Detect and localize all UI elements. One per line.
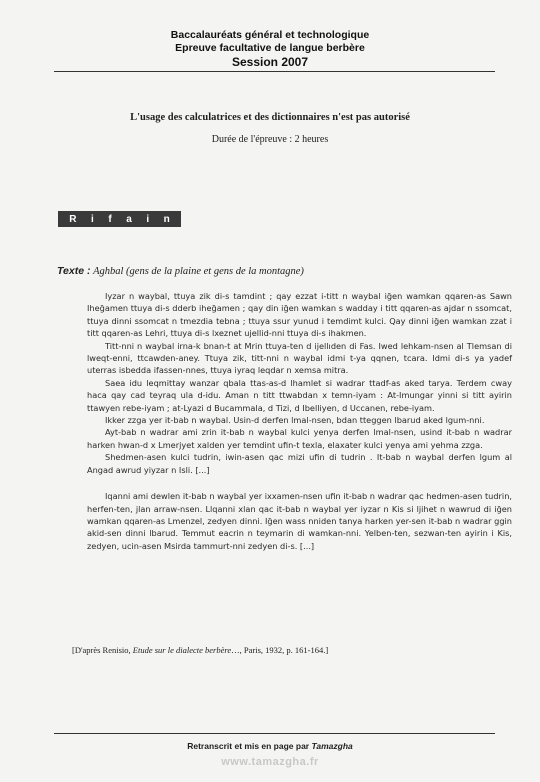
header-line-2: Epreuve facultative de langue berbère [175, 42, 365, 54]
bottom-divider [54, 733, 495, 734]
paragraph: Saea idu leqmittay wanzar qbala ttas-as-d lhamlet si wadrar ttadf-as aked tarya. Terdem cway haca qay cad teyraq ula d-idu. Aman n titt ttwabdan x temn-iyam : At-Imungar yinni si titt ayirin ttawyen rebe-iyam ; at-Lyazi d Bucammala, d Tizi, d Ibelliyen, d Uccanen, rebe-iyam. [87, 377, 512, 413]
text-body [87, 290, 512, 552]
paragraph: Iyzar n waybal, ttuya zik di-s tamdint ; qay ezzat i-titt n waybal iḡen wamkan qqaren-as Sawn Iheḡamen ttuya di-s dderb iheḡamen ; qay din iḡen wamkan s wadday i titt qqaren-as ajdar n ssomcat, ttuya dinni ssomcat n tmezdia tebna ; ttuya ssur yunud i temdimt kulci. Qay dinni iḡen wamkan zzat i titt qqaren-as Lehri, ttuya di-s lxeznet ujellid-nni ttuya di-s ihakmen. [87, 291, 512, 339]
text-title: Aghbal (gens de la plaine et gens de la montagne) [93, 266, 304, 277]
paragraph: Titt-nni n waybal irna-k bnan-t at Mrin ttuya-ten d ijellıden di Fas. Iwed lehkam-nsen al Tlemsan di lweqt-enni, ttcawden-aney. Ttuya zik, titt-nni n waybal idmi t-ya qqnen, tcara. Idmi di-s ya yadef uterras isbedda ifassen-nnes, ttuya iyraq leqdar n xemsa mitra. [87, 340, 512, 376]
header-line-1: Baccalauréats général et technologique [170, 29, 370, 41]
exam-duration: Durée de l'épreuve : 2 heures [211, 134, 329, 145]
paragraph: Shedmen-asen kulci tudrin, iwin-asen qac mizi ufin di tudrin . It-bab n waybal derfen lgum al Angad awrud yiyzar n Isli. [...] [87, 452, 512, 475]
badge-letter: R [69, 213, 77, 225]
badge-letter: f [108, 213, 112, 225]
source-prefix: [D'après Renisio, [72, 645, 133, 655]
footer-credit [0, 741, 540, 751]
footer-brand: Tamazgha [311, 741, 353, 751]
language-badge [58, 211, 181, 227]
text-label: Texte : [57, 265, 91, 277]
paragraph: Ayt-bab n wadrar ami zrin it-bab n waybal kulci yenya derfen lmal-nsen, usind it-bab n wadrar harken hwan-d x Lmerjyet xalden yer temdint ufin-t texla, elaxater kulci yenya ami yehma zzga. [87, 427, 512, 450]
source-citation [72, 645, 328, 655]
badge-letter: n [163, 213, 170, 225]
paragraph: Ikker zzga yer it-bab n waybal. Usin-d derfen lmal-nsen, bdan tteggen lbarud aked lgum-nni. [105, 415, 485, 426]
footer-url: www.tamazgha.fr [221, 756, 319, 768]
paragraph: Iqanni ami dewlen it-bab n waybal yer ixxamen-nsen ufin it-bab n wadrar qac hedmen-asen tudrin, herfen-ten, jlan arraw-nsen. Llqanni xlan qac it-bab n waybal yer iyzar n Kis si ljihet n wawrud di iḡen wamkan qqaren-as Lmenzel, zedyen dinni. Iḡen wass nniden tanya harken yer-sen it-bab n wadrar ggin akid-sen dinni lbarud. Temmut eacrin n teymarin di wamkan-nni. Yelben-ten, sezwan-ten ayirin i Kis, zedyen, ucin-asen Msirda tammurt-nni zedyen di-s. [...] [87, 491, 512, 551]
badge-letter: a [126, 213, 132, 225]
badge-letter: i [146, 213, 150, 225]
text-heading [57, 265, 304, 277]
source-suffix: …, Paris, 1932, p. 161-164.] [231, 645, 329, 655]
calculator-notice: L'usage des calculatrices et des dictionnaires n'est pas autorisé [130, 112, 410, 123]
badge-letter: i [91, 213, 94, 225]
header-session: Session 2007 [231, 55, 309, 69]
top-divider [54, 71, 495, 72]
source-title: Etude sur le dialecte berbère [132, 645, 232, 655]
footer-credit-text: Retranscrit et mis en page par [187, 741, 312, 751]
